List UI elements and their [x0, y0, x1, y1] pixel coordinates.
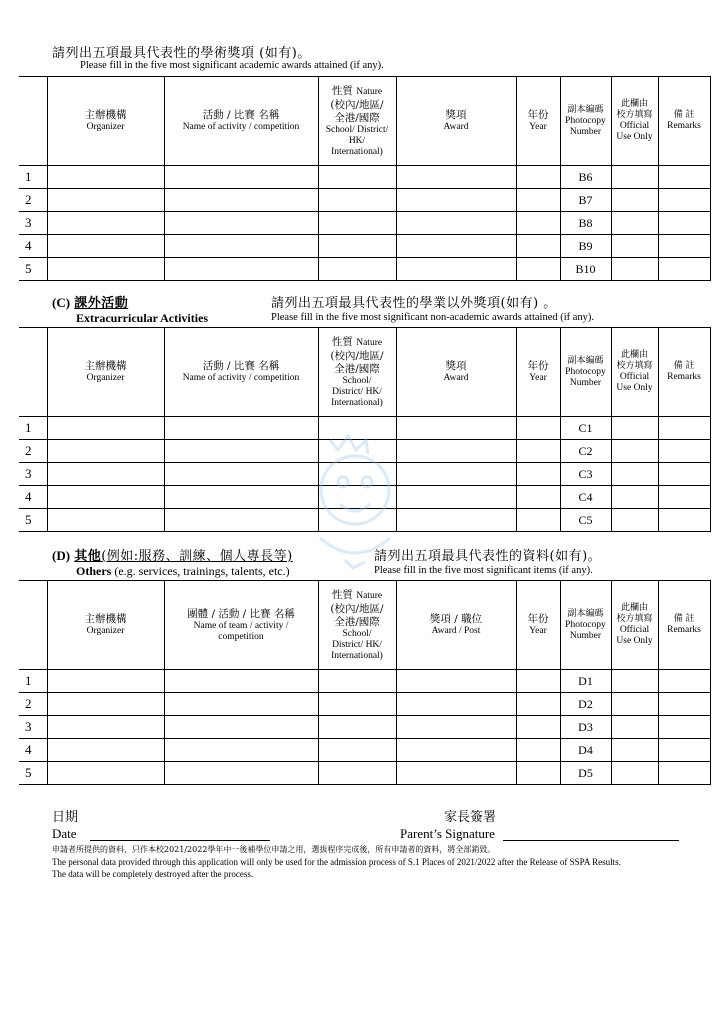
photocopy-number-cell: B6: [560, 166, 611, 189]
signature-line[interactable]: [503, 840, 679, 841]
table-row: [19, 212, 710, 235]
row-number: 4: [19, 486, 47, 509]
remarks-cell[interactable]: [658, 716, 710, 739]
activity-cell[interactable]: [164, 670, 318, 693]
organizer-cell[interactable]: [47, 463, 164, 486]
organizer-cell[interactable]: [47, 716, 164, 739]
nature-cell[interactable]: [318, 166, 396, 189]
table-row: [19, 258, 710, 281]
signature-label-zh: 家長簽署: [444, 810, 497, 825]
nature-cell[interactable]: [318, 258, 396, 281]
header-nature: 性質 Nature (校內/地區/ 全港/國際 School/ District/ HK/ International): [318, 581, 396, 670]
section-b-instruction-en: Please fill in the five most significant academic awards attained (if any).: [80, 60, 384, 71]
award-cell[interactable]: [396, 509, 516, 532]
others-table: [19, 580, 711, 785]
official-use-cell: [611, 235, 658, 258]
activity-cell[interactable]: [164, 189, 318, 212]
section-c-title-en: Extracurricular Activities: [76, 311, 209, 325]
header-official: 此欄由 校方填寫 Official Use Only: [611, 328, 658, 417]
organizer-cell[interactable]: [47, 258, 164, 281]
activity-cell[interactable]: [164, 235, 318, 258]
photocopy-number-cell: D2: [560, 693, 611, 716]
header-award: 獎項 Award: [396, 77, 516, 166]
table-header-row: [19, 581, 710, 670]
organizer-cell[interactable]: [47, 235, 164, 258]
row-number: 3: [19, 212, 47, 235]
award-cell[interactable]: [396, 670, 516, 693]
official-use-cell: [611, 417, 658, 440]
remarks-cell[interactable]: [658, 486, 710, 509]
academic-awards-table: [19, 76, 711, 281]
table-row: [19, 762, 710, 785]
activity-cell[interactable]: [164, 166, 318, 189]
official-use-cell: [611, 716, 658, 739]
nature-cell[interactable]: [318, 716, 396, 739]
photocopy-number-cell: B10: [560, 258, 611, 281]
year-cell[interactable]: [516, 716, 560, 739]
header-official: 此欄由 校方填寫 Official Use Only: [611, 581, 658, 670]
header-activity: 活動 / 比賽 名稱 Name of activity / competition: [164, 328, 318, 417]
header-photocopy: 副本編碼 Photocopy Number: [560, 581, 611, 670]
table-row: [19, 670, 710, 693]
section-c-instruction-en: Please fill in the five most significant non-academic awards attained (if any).: [271, 312, 595, 323]
row-number: 4: [19, 235, 47, 258]
award-cell[interactable]: [396, 235, 516, 258]
signature-label-en: Parent’s Signature: [400, 826, 495, 841]
remarks-cell[interactable]: [658, 166, 710, 189]
award-cell[interactable]: [396, 762, 516, 785]
photocopy-number-cell: C4: [560, 486, 611, 509]
remarks-cell[interactable]: [658, 258, 710, 281]
year-cell[interactable]: [516, 486, 560, 509]
year-cell[interactable]: [516, 693, 560, 716]
nature-cell[interactable]: [318, 235, 396, 258]
section-d-instruction-en: Please fill in the five most significant items (if any).: [374, 565, 593, 576]
organizer-cell[interactable]: [47, 417, 164, 440]
organizer-cell[interactable]: [47, 440, 164, 463]
header-official: 此欄由 校方填寫 Official Use Only: [611, 77, 658, 166]
organizer-cell[interactable]: [47, 189, 164, 212]
official-use-cell: [611, 693, 658, 716]
nature-cell[interactable]: [318, 189, 396, 212]
table-row: [19, 189, 710, 212]
photocopy-number-cell: D5: [560, 762, 611, 785]
award-cell[interactable]: [396, 417, 516, 440]
official-use-cell: [611, 463, 658, 486]
section-c-label: (C): [52, 295, 71, 310]
award-cell[interactable]: [396, 440, 516, 463]
header-year: 年份 Year: [516, 581, 560, 670]
official-use-cell: [611, 189, 658, 212]
activity-cell[interactable]: [164, 486, 318, 509]
table-row: [19, 235, 710, 258]
section-d-instruction-zh: 請列出五項最具代表性的資料(如有)。: [374, 549, 602, 564]
photocopy-number-cell: C5: [560, 509, 611, 532]
activity-cell[interactable]: [164, 212, 318, 235]
row-number: 1: [19, 670, 47, 693]
header-award: 獎項 Award: [396, 328, 516, 417]
organizer-cell[interactable]: [47, 486, 164, 509]
row-number: 5: [19, 509, 47, 532]
official-use-cell: [611, 509, 658, 532]
header-remarks: 備 註 Remarks: [658, 328, 710, 417]
official-use-cell: [611, 762, 658, 785]
header-activity: 活動 / 比賽 名稱 Name of activity / competition: [164, 77, 318, 166]
organizer-cell[interactable]: [47, 739, 164, 762]
header-year: 年份 Year: [516, 328, 560, 417]
award-cell[interactable]: [396, 486, 516, 509]
row-number: 1: [19, 417, 47, 440]
header-nature: 性質 Nature (校內/地區/ 全港/國際 School/ District/ HK/ International): [318, 77, 396, 166]
section-d-label: (D): [52, 548, 71, 563]
year-cell[interactable]: [516, 739, 560, 762]
privacy-note-en-2: The data will be completely destroyed after the process.: [52, 869, 254, 879]
official-use-cell: [611, 166, 658, 189]
header-organizer: 主辦機構 Organizer: [47, 77, 164, 166]
privacy-note-en-1: The personal data provided through this application will only be used for the admission process of S.1 Places of 2021/2022 after the Release of SSPA Results.: [52, 857, 621, 867]
activity-cell[interactable]: [164, 693, 318, 716]
year-cell[interactable]: [516, 509, 560, 532]
header-photocopy: 副本編碼 Photocopy Number: [560, 328, 611, 417]
official-use-cell: [611, 258, 658, 281]
year-cell[interactable]: [516, 440, 560, 463]
photocopy-number-cell: D4: [560, 739, 611, 762]
header-remarks: 備 註 Remarks: [658, 581, 710, 670]
year-cell[interactable]: [516, 166, 560, 189]
table-header-row: [19, 77, 710, 166]
award-cell[interactable]: [396, 212, 516, 235]
remarks-cell[interactable]: [658, 509, 710, 532]
table-row: [19, 716, 710, 739]
section-d-title-zh-rest: (例如:服務、訓練、個人專長等): [101, 549, 293, 564]
year-cell[interactable]: [516, 212, 560, 235]
activity-cell[interactable]: [164, 440, 318, 463]
nature-cell[interactable]: [318, 762, 396, 785]
photocopy-number-cell: B9: [560, 235, 611, 258]
row-number: 1: [19, 166, 47, 189]
remarks-cell[interactable]: [658, 670, 710, 693]
header-nature: 性質 Nature (校內/地區/ 全港/國際 School/ District/ HK/ International): [318, 328, 396, 417]
date-label-en: Date: [52, 826, 77, 841]
header-remarks: 備 註 Remarks: [658, 77, 710, 166]
activity-cell[interactable]: [164, 417, 318, 440]
section-c-instruction-zh: 請列出五項最具代表性的學業以外獎項(如有) 。: [271, 296, 557, 311]
organizer-cell[interactable]: [47, 212, 164, 235]
row-number: 5: [19, 258, 47, 281]
official-use-cell: [611, 739, 658, 762]
row-number: 2: [19, 189, 47, 212]
remarks-cell[interactable]: [658, 235, 710, 258]
award-cell[interactable]: [396, 166, 516, 189]
activity-cell[interactable]: [164, 258, 318, 281]
organizer-cell[interactable]: [47, 166, 164, 189]
activity-cell[interactable]: [164, 509, 318, 532]
nature-cell[interactable]: [318, 693, 396, 716]
official-use-cell: [611, 486, 658, 509]
photocopy-number-cell: D3: [560, 716, 611, 739]
remarks-cell[interactable]: [658, 739, 710, 762]
photocopy-number-cell: C2: [560, 440, 611, 463]
organizer-cell[interactable]: [47, 509, 164, 532]
section-c-title-zh: 課外活動: [74, 296, 129, 311]
organizer-cell[interactable]: [47, 693, 164, 716]
row-number: 2: [19, 693, 47, 716]
activity-cell[interactable]: [164, 463, 318, 486]
award-cell[interactable]: [396, 716, 516, 739]
privacy-note-zh: 申請者所提供的資料，只作本校2021/2022學年中一後補學位申請之用，選拔程序完成後，所有申請者的資料，將全部銷毀。: [52, 845, 496, 854]
header-year: 年份 Year: [516, 77, 560, 166]
photocopy-number-cell: C3: [560, 463, 611, 486]
year-cell[interactable]: [516, 762, 560, 785]
section-b-instruction-zh: 請列出五項最具代表性的學術獎項 (如有)。: [52, 46, 311, 61]
table-row: [19, 693, 710, 716]
row-number: 2: [19, 440, 47, 463]
photocopy-number-cell: D1: [560, 670, 611, 693]
header-photocopy: 副本編碼 Photocopy Number: [560, 77, 611, 166]
remarks-cell[interactable]: [658, 762, 710, 785]
header-activity: 團體 / 活動 / 比賽 名稱 Name of team / activity / competition: [164, 581, 318, 670]
year-cell[interactable]: [516, 235, 560, 258]
table-row: [19, 739, 710, 762]
table-row: [19, 166, 710, 189]
activity-cell[interactable]: [164, 716, 318, 739]
nature-cell[interactable]: [318, 212, 396, 235]
date-line[interactable]: [90, 840, 270, 841]
section-d-title-en: Others: [76, 564, 112, 578]
row-number: 3: [19, 716, 47, 739]
header-award: 獎項 / 職位 Award / Post: [396, 581, 516, 670]
header-organizer: 主辦機構 Organizer: [47, 328, 164, 417]
remarks-cell[interactable]: [658, 693, 710, 716]
remarks-cell[interactable]: [658, 417, 710, 440]
activity-cell[interactable]: [164, 762, 318, 785]
award-cell[interactable]: [396, 463, 516, 486]
year-cell[interactable]: [516, 189, 560, 212]
row-number: 3: [19, 463, 47, 486]
remarks-cell[interactable]: [658, 212, 710, 235]
photocopy-number-cell: C1: [560, 417, 611, 440]
year-cell[interactable]: [516, 463, 560, 486]
year-cell[interactable]: [516, 670, 560, 693]
organizer-cell[interactable]: [47, 762, 164, 785]
date-label-zh: 日期: [52, 810, 79, 825]
remarks-cell[interactable]: [658, 463, 710, 486]
section-d-title-zh: 其他: [74, 549, 102, 564]
watermark-logo: [300, 420, 410, 590]
row-number: 4: [19, 739, 47, 762]
award-cell[interactable]: [396, 693, 516, 716]
nature-cell[interactable]: [318, 670, 396, 693]
organizer-cell[interactable]: [47, 670, 164, 693]
section-d-title-en-rest: (e.g. services, trainings, talents, etc.): [114, 564, 290, 578]
year-cell[interactable]: [516, 258, 560, 281]
remarks-cell[interactable]: [658, 440, 710, 463]
official-use-cell: [611, 212, 658, 235]
award-cell[interactable]: [396, 258, 516, 281]
year-cell[interactable]: [516, 417, 560, 440]
official-use-cell: [611, 670, 658, 693]
photocopy-number-cell: B7: [560, 189, 611, 212]
award-cell[interactable]: [396, 739, 516, 762]
row-number: 5: [19, 762, 47, 785]
header-organizer: 主辦機構 Organizer: [47, 581, 164, 670]
remarks-cell[interactable]: [658, 189, 710, 212]
photocopy-number-cell: B8: [560, 212, 611, 235]
activity-cell[interactable]: [164, 739, 318, 762]
nature-cell[interactable]: [318, 739, 396, 762]
table-header-row: [19, 328, 710, 417]
award-cell[interactable]: [396, 189, 516, 212]
official-use-cell: [611, 440, 658, 463]
